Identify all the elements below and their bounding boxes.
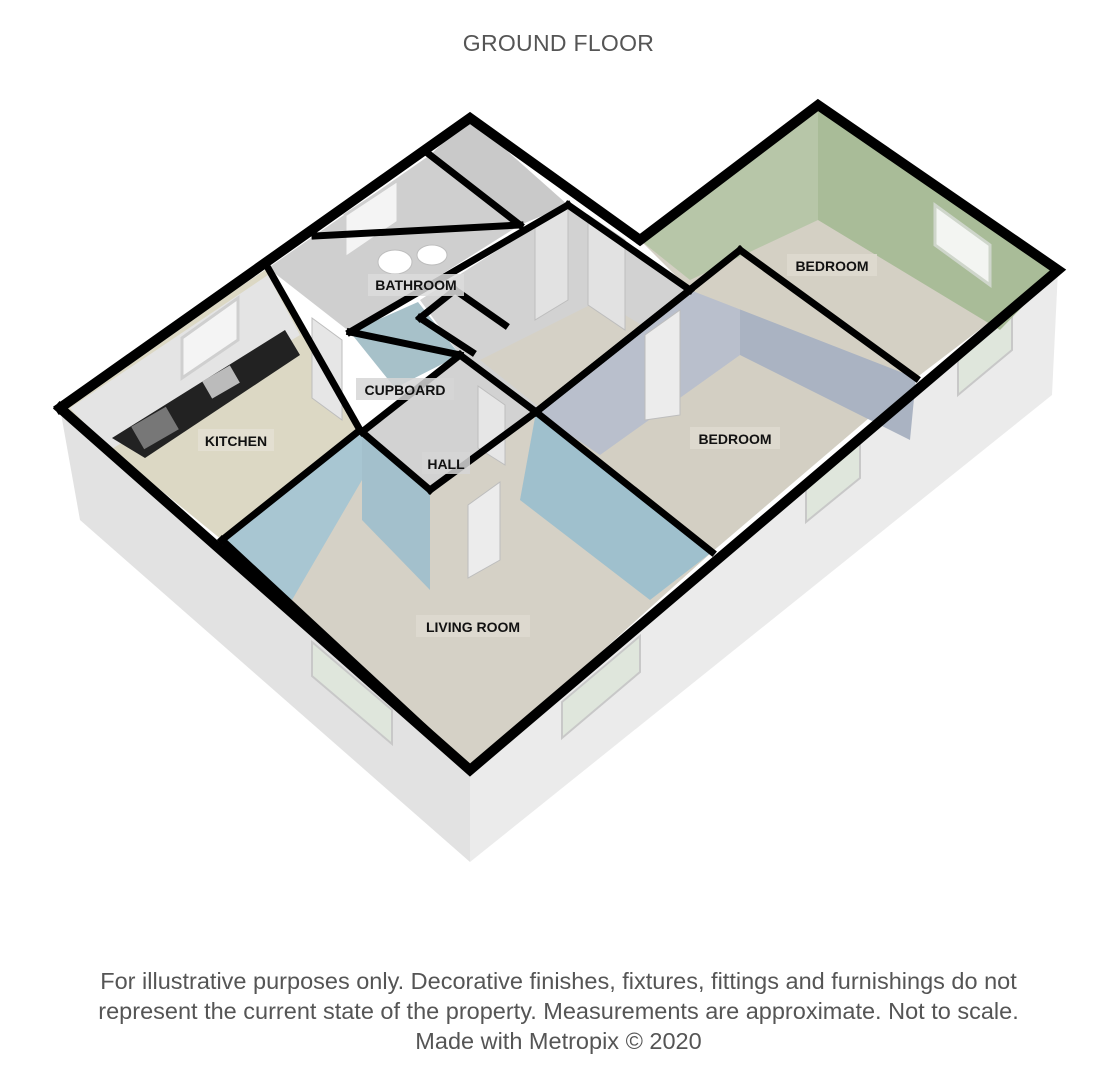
floor-title: GROUND FLOOR [462,30,655,56]
bedroom-middle-label: BEDROOM [698,431,772,447]
hall-label: HALL [427,456,465,472]
disclaimer-line-2: represent the current state of the property. Measurements are approximate. Not to scale. [98,998,1019,1024]
bedroom-top-label: BEDROOM [795,258,869,274]
kitchen-label: KITCHEN [204,433,268,449]
disclaimer-line-1: For illustrative purposes only. Decorative finishes, fixtures, fittings and furnishings do not [100,968,1017,994]
toilet [378,250,412,274]
disclaimer-line-3: Made with Metropix © 2020 [415,1028,702,1054]
disclaimer [0,966,1117,1056]
basin [417,245,447,265]
living-room-label: LIVING ROOM [425,619,521,635]
cupboard-label: CUPBOARD [364,382,446,398]
bathroom-label: BATHROOM [375,277,457,293]
